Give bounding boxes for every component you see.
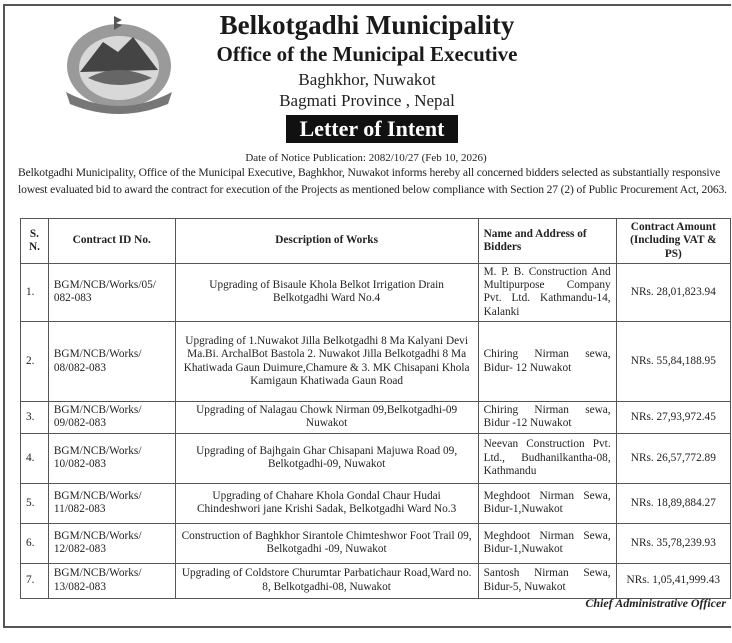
cell-bidder: Neevan Construction Pvt. Ltd., Budhanilkantha-08, Kathmandu (478, 433, 616, 483)
header-description: Description of Works (175, 219, 478, 264)
contract-table (20, 218, 731, 599)
table-row (21, 322, 731, 402)
cell-bidder: Meghdoot Nirman Sewa, Bidur-1,Nuwakot (478, 483, 616, 523)
header-bidders: Name and Address of Bidders (478, 219, 616, 264)
table-row (21, 563, 731, 598)
cell-description: Construction of Baghkhor Sirantole Chimteshwor Foot Trail 09, Belkotgadhi -09, Nuwakot (175, 523, 478, 563)
cell-description: Upgrading of Bisaule Khola Belkot Irrigation Drain Belkotgadhi Ward No.4 (175, 263, 478, 321)
header-contract-id: Contract ID No. (48, 219, 175, 264)
signature-title: Chief Administrative Officer (585, 596, 726, 610)
nepal-government-emblem-icon (58, 12, 180, 114)
cell-bidder: M. P. B. Construction And Multipurpose Company Pvt. Ltd. Kathmandu-14, Kalanki (478, 263, 616, 321)
notice-type-banner: Letter of Intent (286, 115, 458, 143)
intro-paragraph: Belkotgadhi Municipality, Office of the Municipal Executive, Baghkhor, Nuwakot informs hereby all concerned bidders selected as substantially responsive lowest evaluated bid to award the contract for execution of the Projects as mentioned below compliance with Section 27 (2) of Public Procurement Act, 2063. (18, 166, 727, 196)
cell-contract-id: BGM/NCB/Works/ 09/082-083 (48, 402, 175, 434)
cell-bidder: Meghdoot Nirman Sewa, Bidur-1,Nuwakot (478, 523, 616, 563)
office-subtitle: Office of the Municipal Executive (216, 42, 518, 66)
cell-sn: 3. (21, 402, 49, 434)
cell-amount: NRs. 55,84,188.95 (616, 322, 730, 402)
cell-bidder: Santosh Nirman Sewa, Bidur-5, Nuwakot (478, 563, 616, 598)
cell-description: Upgrading of Nalagau Chowk Nirman 09,Belkotgadhi-09 Nuwakot (175, 402, 478, 434)
table-row (21, 523, 731, 563)
table-row (21, 433, 731, 483)
cell-amount: NRs. 27,93,972.45 (616, 402, 730, 434)
cell-contract-id: BGM/NCB/Works/ 12/082-083 (48, 523, 175, 563)
cell-bidder: Chiring Nirman sewa, Bidur- 12 Nuwakot (478, 322, 616, 402)
header-sn: S. N. (21, 219, 49, 264)
cell-amount: NRs. 26,57,772.89 (616, 433, 730, 483)
cell-description: Upgrading of Coldstore Churumtar Parbatichaur Road,Ward no. 8, Belkotgadhi-08, Nuwakot (175, 563, 478, 598)
cell-contract-id: BGM/NCB/Works/05/ 082-083 (48, 263, 175, 321)
cell-contract-id: BGM/NCB/Works/ 10/082-083 (48, 433, 175, 483)
cell-contract-id: BGM/NCB/Works/ 11/082-083 (48, 483, 175, 523)
cell-sn: 7. (21, 563, 49, 598)
publication-date: Date of Notice Publication: 2082/10/27 (Feb 10, 2026) (245, 152, 487, 164)
cell-amount: NRs. 35,78,239.93 (616, 523, 730, 563)
cell-sn: 5. (21, 483, 49, 523)
cell-amount: NRs. 28,01,823.94 (616, 263, 730, 321)
cell-sn: 1. (21, 263, 49, 321)
table-row (21, 402, 731, 434)
cell-contract-id: BGM/NCB/Works/ 08/082-083 (48, 322, 175, 402)
cell-description: Upgrading of Chahare Khola Gondal Chaur Hudai Chindeshwori jane Krishi Sadak, Belkotgadhi Ward No.3 (175, 483, 478, 523)
address-line-2: Bagmati Province , Nepal (279, 91, 455, 110)
cell-sn: 4. (21, 433, 49, 483)
cell-description: Upgrading of 1.Nuwakot Jilla Belkotgadhi 8 Ma Kalyani Devi Ma.Bi. ArchalBot Bastola 2. Nuwakot Jilla Belkotgadhi 8 Ma Khatiwada Gaun Duimure,Chamure & 3. MK Chisapani Khola Kamigaun Khatiwada Gaun Road (175, 322, 478, 402)
cell-description: Upgrading of Bajhgain Ghar Chisapani Majuwa Road 09, Belkotgadhi-09, Nuwakot (175, 433, 478, 483)
cell-sn: 2. (21, 322, 49, 402)
cell-sn: 6. (21, 523, 49, 563)
cell-amount: NRs. 18,89,884.27 (616, 483, 730, 523)
address-line-1: Baghkhor, Nuwakot (298, 70, 436, 89)
table-header-row (21, 219, 731, 264)
header-amount: Contract Amount (Including VAT & PS) (616, 219, 730, 264)
municipality-title: Belkotgadhi Municipality (219, 10, 515, 40)
cell-contract-id: BGM/NCB/Works/ 13/082-083 (48, 563, 175, 598)
cell-amount: NRs. 1,05,41,999.43 (616, 563, 730, 598)
table-row (21, 483, 731, 523)
table-row (21, 263, 731, 321)
cell-bidder: Chiring Nirman sewa, Bidur -12 Nuwakot (478, 402, 616, 434)
